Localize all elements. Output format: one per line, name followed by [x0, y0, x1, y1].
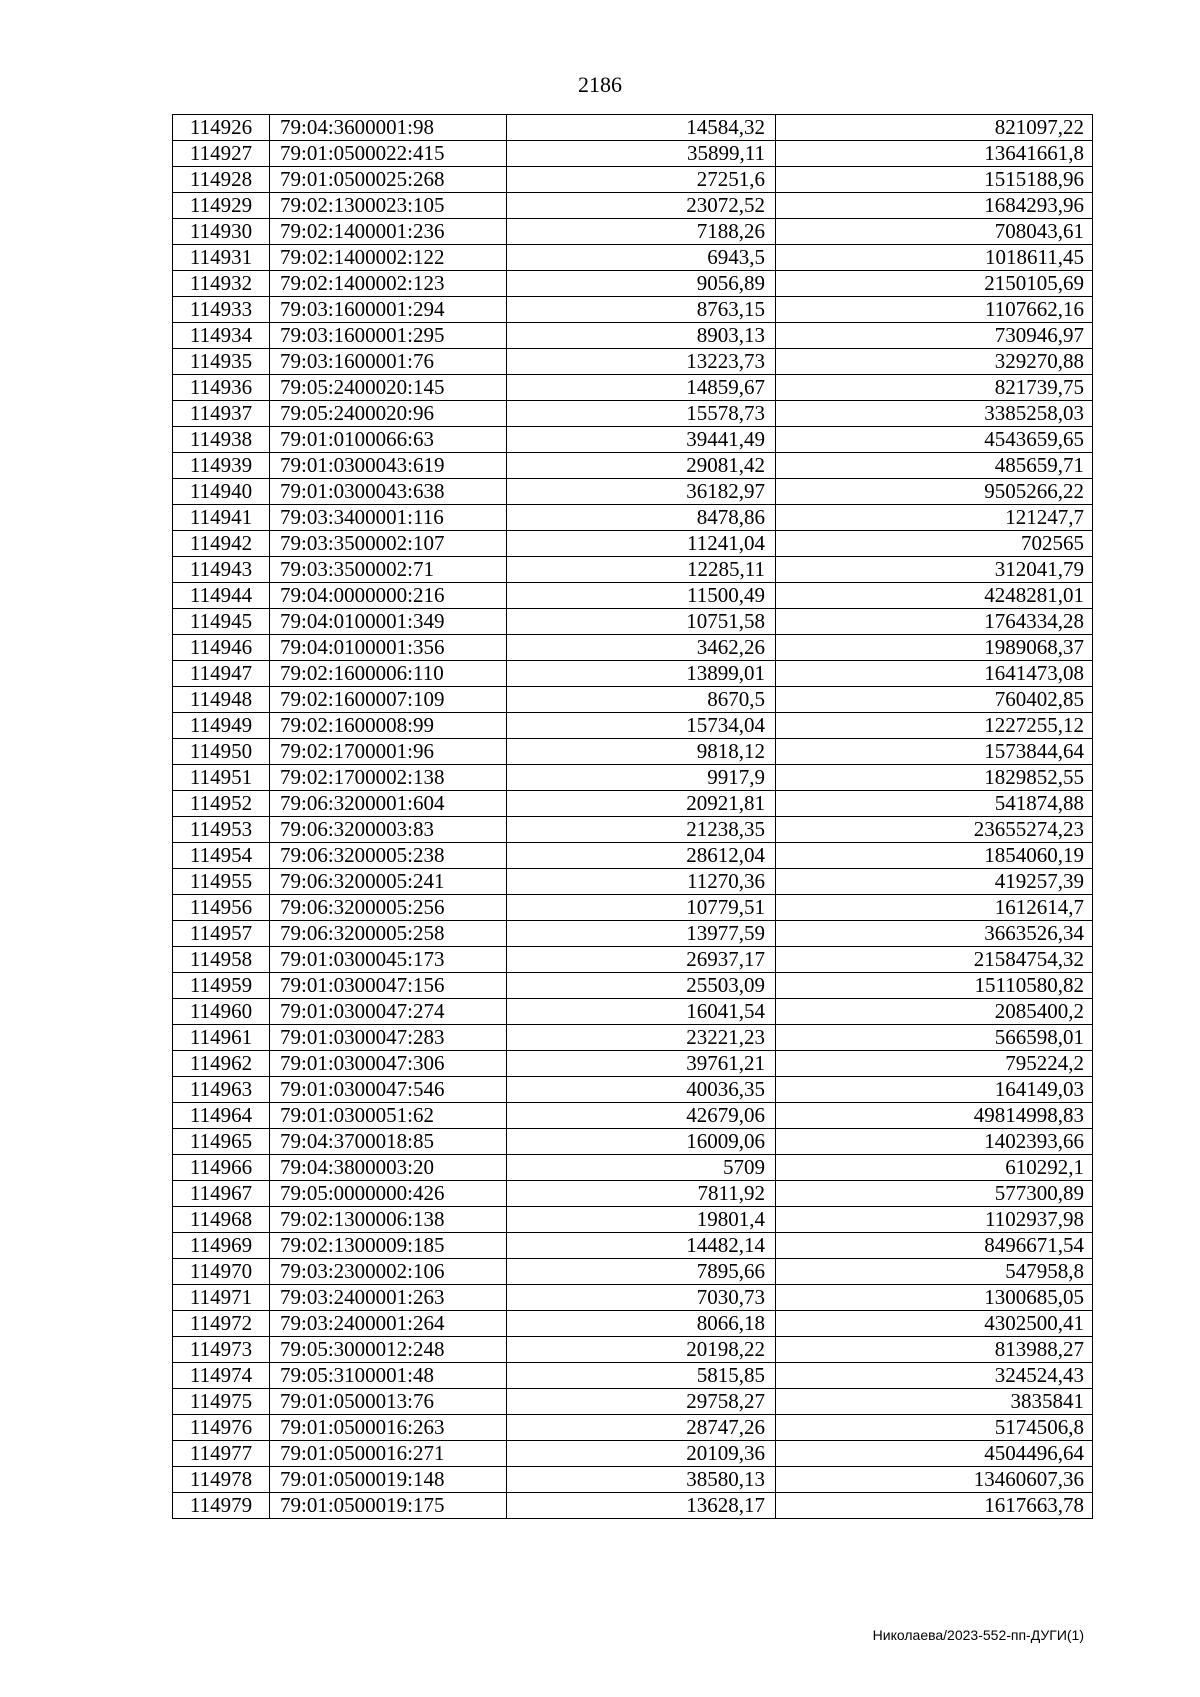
table-row [173, 1311, 1093, 1337]
table-row [173, 297, 1093, 323]
area-cell: 29081,42 [507, 453, 776, 479]
cadastral-number-cell: 79:01:0300045:173 [270, 947, 507, 973]
row-number-cell: 114962 [173, 1051, 270, 1077]
cadastral-number-cell: 79:05:3100001:48 [270, 1363, 507, 1389]
cadastral-number-cell: 79:01:0500019:175 [270, 1493, 507, 1519]
cadastral-number-cell: 79:01:0500016:263 [270, 1415, 507, 1441]
row-number-cell: 114960 [173, 999, 270, 1025]
row-number-cell: 114936 [173, 375, 270, 401]
cadastral-value-cell: 8496671,54 [776, 1233, 1093, 1259]
table-row [173, 1441, 1093, 1467]
cadastral-number-cell: 79:06:3200005:258 [270, 921, 507, 947]
cadastral-number-cell: 79:01:0100066:63 [270, 427, 507, 453]
row-number-cell: 114928 [173, 167, 270, 193]
cadastral-number-cell: 79:01:0300047:274 [270, 999, 507, 1025]
table-row [173, 1129, 1093, 1155]
cadastral-number-cell: 79:05:0000000:426 [270, 1181, 507, 1207]
cadastral-value-cell: 1989068,37 [776, 635, 1093, 661]
cadastral-value-cell: 49814998,83 [776, 1103, 1093, 1129]
cadastral-value-cell: 813988,27 [776, 1337, 1093, 1363]
cadastral-value-cell: 1402393,66 [776, 1129, 1093, 1155]
cadastral-number-cell: 79:03:3400001:116 [270, 505, 507, 531]
area-cell: 29758,27 [507, 1389, 776, 1415]
table-row [173, 401, 1093, 427]
document-reference: Николаева/2023-552-пп-ДУГИ(1) [872, 1627, 1084, 1643]
area-cell: 13628,17 [507, 1493, 776, 1519]
area-cell: 7030,73 [507, 1285, 776, 1311]
area-cell: 9818,12 [507, 739, 776, 765]
table-row [173, 505, 1093, 531]
area-cell: 14482,14 [507, 1233, 776, 1259]
table-row [173, 245, 1093, 271]
area-cell: 5815,85 [507, 1363, 776, 1389]
table-row [173, 1025, 1093, 1051]
cadastral-number-cell: 79:03:2400001:263 [270, 1285, 507, 1311]
area-cell: 23221,23 [507, 1025, 776, 1051]
table-row [173, 1467, 1093, 1493]
cadastral-value-table [172, 114, 1093, 1519]
area-cell: 13899,01 [507, 661, 776, 687]
row-number-cell: 114948 [173, 687, 270, 713]
row-number-cell: 114930 [173, 219, 270, 245]
table-row [173, 115, 1093, 141]
row-number-cell: 114952 [173, 791, 270, 817]
table-row [173, 895, 1093, 921]
area-cell: 28612,04 [507, 843, 776, 869]
cadastral-value-cell: 121247,7 [776, 505, 1093, 531]
cadastral-number-cell: 79:03:2400001:264 [270, 1311, 507, 1337]
cadastral-value-cell: 419257,39 [776, 869, 1093, 895]
cadastral-number-cell: 79:01:0500022:415 [270, 141, 507, 167]
row-number-cell: 114978 [173, 1467, 270, 1493]
area-cell: 20921,81 [507, 791, 776, 817]
table-row [173, 687, 1093, 713]
row-number-cell: 114933 [173, 297, 270, 323]
cadastral-value-cell: 3663526,34 [776, 921, 1093, 947]
table-row [173, 791, 1093, 817]
cadastral-value-cell: 329270,88 [776, 349, 1093, 375]
cadastral-value-cell: 164149,03 [776, 1077, 1093, 1103]
row-number-cell: 114946 [173, 635, 270, 661]
cadastral-value-cell: 610292,1 [776, 1155, 1093, 1181]
cadastral-value-cell: 702565 [776, 531, 1093, 557]
cadastral-number-cell: 79:01:0300047:283 [270, 1025, 507, 1051]
cadastral-value-cell: 15110580,82 [776, 973, 1093, 999]
table-row [173, 869, 1093, 895]
area-cell: 15734,04 [507, 713, 776, 739]
cadastral-value-cell: 708043,61 [776, 219, 1093, 245]
row-number-cell: 114976 [173, 1415, 270, 1441]
cadastral-number-cell: 79:02:1400002:123 [270, 271, 507, 297]
cadastral-value-cell: 541874,88 [776, 791, 1093, 817]
area-cell: 35899,11 [507, 141, 776, 167]
cadastral-number-cell: 79:04:0000000:216 [270, 583, 507, 609]
row-number-cell: 114941 [173, 505, 270, 531]
cadastral-number-cell: 79:01:0300043:619 [270, 453, 507, 479]
cadastral-number-cell: 79:06:3200003:83 [270, 817, 507, 843]
table-row [173, 1285, 1093, 1311]
table-row [173, 609, 1093, 635]
cadastral-value-cell: 5174506,8 [776, 1415, 1093, 1441]
table-row [173, 765, 1093, 791]
row-number-cell: 114973 [173, 1337, 270, 1363]
table-row [173, 427, 1093, 453]
cadastral-number-cell: 79:04:3800003:20 [270, 1155, 507, 1181]
cadastral-value-cell: 1764334,28 [776, 609, 1093, 635]
table-row [173, 349, 1093, 375]
row-number-cell: 114970 [173, 1259, 270, 1285]
area-cell: 8670,5 [507, 687, 776, 713]
table-row [173, 479, 1093, 505]
row-number-cell: 114966 [173, 1155, 270, 1181]
cadastral-value-cell: 1854060,19 [776, 843, 1093, 869]
cadastral-value-cell: 1573844,64 [776, 739, 1093, 765]
table-row [173, 817, 1093, 843]
cadastral-number-cell: 79:04:0100001:356 [270, 635, 507, 661]
cadastral-value-cell: 1515188,96 [776, 167, 1093, 193]
cadastral-number-cell: 79:03:1600001:294 [270, 297, 507, 323]
area-cell: 36182,97 [507, 479, 776, 505]
row-number-cell: 114958 [173, 947, 270, 973]
cadastral-value-cell: 3385258,03 [776, 401, 1093, 427]
area-cell: 23072,52 [507, 193, 776, 219]
cadastral-value-cell: 1684293,96 [776, 193, 1093, 219]
cadastral-number-cell: 79:03:3500002:107 [270, 531, 507, 557]
table-row [173, 921, 1093, 947]
cadastral-value-cell: 4543659,65 [776, 427, 1093, 453]
table-row [173, 973, 1093, 999]
cadastral-value-cell: 547958,8 [776, 1259, 1093, 1285]
cadastral-value-cell: 312041,79 [776, 557, 1093, 583]
row-number-cell: 114968 [173, 1207, 270, 1233]
area-cell: 8066,18 [507, 1311, 776, 1337]
table-row [173, 557, 1093, 583]
row-number-cell: 114974 [173, 1363, 270, 1389]
cadastral-value-cell: 730946,97 [776, 323, 1093, 349]
row-number-cell: 114932 [173, 271, 270, 297]
area-cell: 6943,5 [507, 245, 776, 271]
area-cell: 5709 [507, 1155, 776, 1181]
cadastral-value-cell: 4302500,41 [776, 1311, 1093, 1337]
table-row [173, 713, 1093, 739]
area-cell: 7895,66 [507, 1259, 776, 1285]
table-row [173, 1103, 1093, 1129]
cadastral-value-cell: 2150105,69 [776, 271, 1093, 297]
cadastral-number-cell: 79:02:1400001:236 [270, 219, 507, 245]
table-row [173, 1363, 1093, 1389]
area-cell: 13223,73 [507, 349, 776, 375]
table-row [173, 1493, 1093, 1519]
cadastral-value-cell: 1018611,45 [776, 245, 1093, 271]
area-cell: 15578,73 [507, 401, 776, 427]
cadastral-value-cell: 1829852,55 [776, 765, 1093, 791]
area-cell: 39441,49 [507, 427, 776, 453]
cadastral-value-cell: 1102937,98 [776, 1207, 1093, 1233]
cadastral-number-cell: 79:02:1600006:110 [270, 661, 507, 687]
row-number-cell: 114977 [173, 1441, 270, 1467]
row-number-cell: 114939 [173, 453, 270, 479]
cadastral-number-cell: 79:02:1300023:105 [270, 193, 507, 219]
area-cell: 13977,59 [507, 921, 776, 947]
table-row [173, 583, 1093, 609]
area-cell: 11241,04 [507, 531, 776, 557]
table-row [173, 635, 1093, 661]
area-cell: 7188,26 [507, 219, 776, 245]
cadastral-number-cell: 79:06:3200005:256 [270, 895, 507, 921]
table-row [173, 1207, 1093, 1233]
area-cell: 20109,36 [507, 1441, 776, 1467]
area-cell: 7811,92 [507, 1181, 776, 1207]
cadastral-number-cell: 79:01:0500025:268 [270, 167, 507, 193]
area-cell: 21238,35 [507, 817, 776, 843]
area-cell: 16009,06 [507, 1129, 776, 1155]
area-cell: 26937,17 [507, 947, 776, 973]
area-cell: 28747,26 [507, 1415, 776, 1441]
cadastral-value-cell: 577300,89 [776, 1181, 1093, 1207]
cadastral-number-cell: 79:04:3700018:85 [270, 1129, 507, 1155]
area-cell: 8903,13 [507, 323, 776, 349]
cadastral-value-cell: 795224,2 [776, 1051, 1093, 1077]
cadastral-value-cell: 21584754,32 [776, 947, 1093, 973]
area-cell: 11500,49 [507, 583, 776, 609]
cadastral-number-cell: 79:05:2400020:145 [270, 375, 507, 401]
table-row [173, 843, 1093, 869]
row-number-cell: 114959 [173, 973, 270, 999]
cadastral-value-cell: 324524,43 [776, 1363, 1093, 1389]
table-row [173, 1259, 1093, 1285]
area-cell: 25503,09 [507, 973, 776, 999]
cadastral-number-cell: 79:04:3600001:98 [270, 115, 507, 141]
table-row [173, 1389, 1093, 1415]
area-cell: 27251,6 [507, 167, 776, 193]
row-number-cell: 114956 [173, 895, 270, 921]
cadastral-number-cell: 79:02:1400002:122 [270, 245, 507, 271]
area-cell: 42679,06 [507, 1103, 776, 1129]
cadastral-number-cell: 79:02:1300009:185 [270, 1233, 507, 1259]
row-number-cell: 114942 [173, 531, 270, 557]
row-number-cell: 114950 [173, 739, 270, 765]
row-number-cell: 114979 [173, 1493, 270, 1519]
cadastral-number-cell: 79:03:3500002:71 [270, 557, 507, 583]
cadastral-number-cell: 79:01:0300043:638 [270, 479, 507, 505]
row-number-cell: 114961 [173, 1025, 270, 1051]
area-cell: 8478,86 [507, 505, 776, 531]
row-number-cell: 114937 [173, 401, 270, 427]
table-row [173, 1181, 1093, 1207]
row-number-cell: 114929 [173, 193, 270, 219]
cadastral-value-cell: 13460607,36 [776, 1467, 1093, 1493]
table-body [173, 115, 1093, 1519]
area-cell: 8763,15 [507, 297, 776, 323]
cadastral-number-cell: 79:01:0300051:62 [270, 1103, 507, 1129]
table-row [173, 661, 1093, 687]
cadastral-number-cell: 79:02:1600007:109 [270, 687, 507, 713]
cadastral-value-cell: 4504496,64 [776, 1441, 1093, 1467]
row-number-cell: 114957 [173, 921, 270, 947]
cadastral-number-cell: 79:06:3200001:604 [270, 791, 507, 817]
cadastral-value-cell: 3835841 [776, 1389, 1093, 1415]
area-cell: 9056,89 [507, 271, 776, 297]
area-cell: 14859,67 [507, 375, 776, 401]
table-row [173, 193, 1093, 219]
row-number-cell: 114951 [173, 765, 270, 791]
area-cell: 14584,32 [507, 115, 776, 141]
cadastral-number-cell: 79:03:2300002:106 [270, 1259, 507, 1285]
cadastral-value-cell: 2085400,2 [776, 999, 1093, 1025]
area-cell: 19801,4 [507, 1207, 776, 1233]
row-number-cell: 114943 [173, 557, 270, 583]
area-cell: 38580,13 [507, 1467, 776, 1493]
area-cell: 3462,26 [507, 635, 776, 661]
row-number-cell: 114944 [173, 583, 270, 609]
table-row [173, 999, 1093, 1025]
cadastral-number-cell: 79:02:1300006:138 [270, 1207, 507, 1233]
table-row [173, 531, 1093, 557]
area-cell: 11270,36 [507, 869, 776, 895]
row-number-cell: 114954 [173, 843, 270, 869]
row-number-cell: 114949 [173, 713, 270, 739]
cadastral-number-cell: 79:04:0100001:349 [270, 609, 507, 635]
table-row [173, 271, 1093, 297]
cadastral-number-cell: 79:05:2400020:96 [270, 401, 507, 427]
table-row [173, 947, 1093, 973]
row-number-cell: 114967 [173, 1181, 270, 1207]
cadastral-value-cell: 566598,01 [776, 1025, 1093, 1051]
row-number-cell: 114935 [173, 349, 270, 375]
table-row [173, 323, 1093, 349]
area-cell: 10779,51 [507, 895, 776, 921]
cadastral-number-cell: 79:05:3000012:248 [270, 1337, 507, 1363]
row-number-cell: 114931 [173, 245, 270, 271]
cadastral-value-cell: 1300685,05 [776, 1285, 1093, 1311]
cadastral-number-cell: 79:02:1700002:138 [270, 765, 507, 791]
cadastral-number-cell: 79:03:1600001:76 [270, 349, 507, 375]
row-number-cell: 114947 [173, 661, 270, 687]
row-number-cell: 114975 [173, 1389, 270, 1415]
area-cell: 16041,54 [507, 999, 776, 1025]
row-number-cell: 114926 [173, 115, 270, 141]
cadastral-number-cell: 79:06:3200005:241 [270, 869, 507, 895]
cadastral-number-cell: 79:06:3200005:238 [270, 843, 507, 869]
cadastral-value-cell: 9505266,22 [776, 479, 1093, 505]
cadastral-value-cell: 23655274,23 [776, 817, 1093, 843]
cadastral-number-cell: 79:01:0300047:546 [270, 1077, 507, 1103]
area-cell: 39761,21 [507, 1051, 776, 1077]
cadastral-value-cell: 1612614,7 [776, 895, 1093, 921]
area-cell: 9917,9 [507, 765, 776, 791]
table-row [173, 1233, 1093, 1259]
table-row [173, 141, 1093, 167]
cadastral-value-cell: 13641661,8 [776, 141, 1093, 167]
area-cell: 12285,11 [507, 557, 776, 583]
cadastral-number-cell: 79:02:1600008:99 [270, 713, 507, 739]
area-cell: 10751,58 [507, 609, 776, 635]
row-number-cell: 114934 [173, 323, 270, 349]
cadastral-value-cell: 1617663,78 [776, 1493, 1093, 1519]
page-number: 2186 [578, 72, 622, 97]
row-number-cell: 114938 [173, 427, 270, 453]
table-row [173, 167, 1093, 193]
row-number-cell: 114953 [173, 817, 270, 843]
row-number-cell: 114971 [173, 1285, 270, 1311]
row-number-cell: 114965 [173, 1129, 270, 1155]
row-number-cell: 114927 [173, 141, 270, 167]
table-row [173, 1337, 1093, 1363]
cadastral-value-cell: 760402,85 [776, 687, 1093, 713]
table-row [173, 375, 1093, 401]
cadastral-value-cell: 821739,75 [776, 375, 1093, 401]
cadastral-number-cell: 79:03:1600001:295 [270, 323, 507, 349]
table-row [173, 1415, 1093, 1441]
row-number-cell: 114972 [173, 1311, 270, 1337]
cadastral-number-cell: 79:01:0500013:76 [270, 1389, 507, 1415]
cadastral-value-cell: 1107662,16 [776, 297, 1093, 323]
cadastral-value-cell: 1641473,08 [776, 661, 1093, 687]
cadastral-value-cell: 1227255,12 [776, 713, 1093, 739]
cadastral-number-cell: 79:01:0300047:306 [270, 1051, 507, 1077]
cadastral-number-cell: 79:01:0500019:148 [270, 1467, 507, 1493]
row-number-cell: 114940 [173, 479, 270, 505]
row-number-cell: 114963 [173, 1077, 270, 1103]
row-number-cell: 114955 [173, 869, 270, 895]
cadastral-number-cell: 79:02:1700001:96 [270, 739, 507, 765]
table-row [173, 453, 1093, 479]
cadastral-number-cell: 79:01:0500016:271 [270, 1441, 507, 1467]
cadastral-value-cell: 485659,71 [776, 453, 1093, 479]
row-number-cell: 114969 [173, 1233, 270, 1259]
area-cell: 20198,22 [507, 1337, 776, 1363]
cadastral-number-cell: 79:01:0300047:156 [270, 973, 507, 999]
table-row [173, 219, 1093, 245]
table-row [173, 1077, 1093, 1103]
row-number-cell: 114945 [173, 609, 270, 635]
cadastral-value-cell: 4248281,01 [776, 583, 1093, 609]
table-row [173, 739, 1093, 765]
table-row [173, 1051, 1093, 1077]
cadastral-value-cell: 821097,22 [776, 115, 1093, 141]
row-number-cell: 114964 [173, 1103, 270, 1129]
table-row [173, 1155, 1093, 1181]
area-cell: 40036,35 [507, 1077, 776, 1103]
